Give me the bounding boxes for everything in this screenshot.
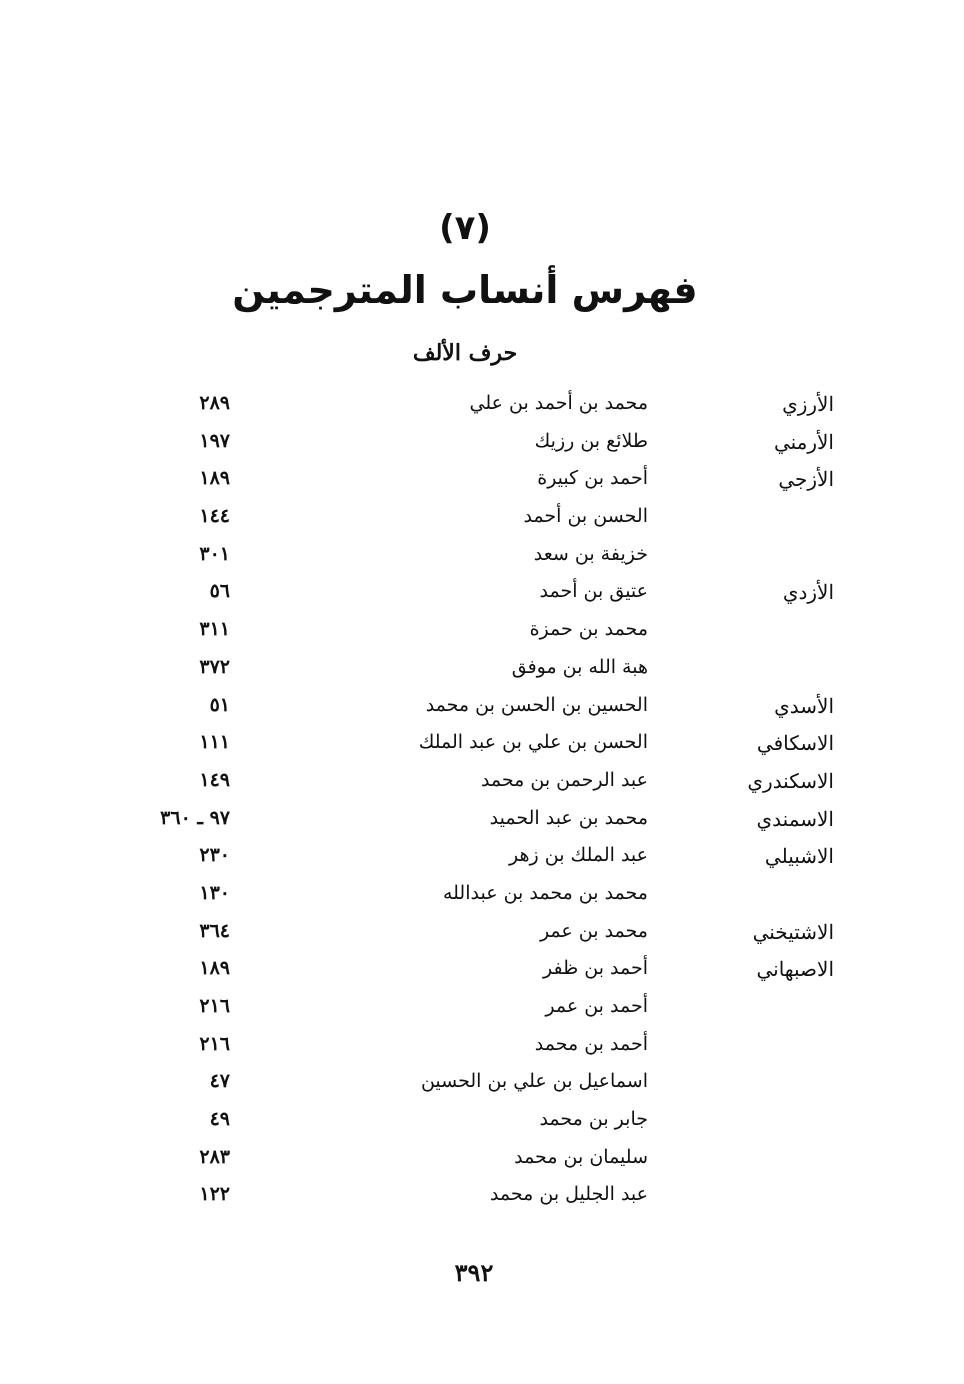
page-reference: ٥٦ bbox=[209, 580, 230, 603]
entries-list bbox=[0, 388, 964, 1217]
list-item bbox=[0, 426, 964, 464]
page-reference: ٣١١ bbox=[199, 618, 230, 641]
page-reference: ١١١ bbox=[199, 731, 230, 754]
nisba: الأزدي bbox=[782, 580, 834, 605]
list-item bbox=[0, 576, 964, 614]
person-name: هبة الله بن موفق bbox=[511, 655, 648, 678]
page-reference: ٢٨٣ bbox=[199, 1145, 230, 1168]
list-item bbox=[0, 1029, 964, 1067]
page-reference: ١٨٩ bbox=[199, 467, 230, 490]
page-reference: ١٩٧ bbox=[199, 429, 230, 452]
nisba: الأزجي bbox=[778, 467, 834, 492]
page-reference: ٢١٦ bbox=[199, 1032, 230, 1055]
person-name: عبد الملك بن زهر bbox=[509, 844, 648, 867]
person-name: محمد بن عبد الحميد bbox=[489, 806, 648, 829]
list-item bbox=[0, 727, 964, 765]
page-reference: ٩٧ ـ ٣٦٠ bbox=[160, 806, 230, 829]
person-name: محمد بن عمر bbox=[539, 919, 648, 942]
nisba: الاسمندي bbox=[756, 806, 834, 831]
page-number: ٣٩٢ bbox=[454, 1258, 494, 1287]
page-reference: ٤٩ bbox=[209, 1108, 230, 1131]
chapter-number: (٧) bbox=[439, 208, 491, 248]
page-reference: ٣٦٤ bbox=[199, 919, 230, 942]
person-name: أحمد بن عمر bbox=[545, 995, 648, 1017]
nisba: الاصبهاني bbox=[756, 957, 834, 982]
page-reference: ٢٣٠ bbox=[199, 844, 230, 867]
nisba: الاشتيخني bbox=[752, 919, 834, 944]
nisba: الأرمني bbox=[773, 429, 834, 454]
person-name: خزيفة بن سعد bbox=[533, 542, 648, 565]
page-reference: ٢٨٩ bbox=[199, 392, 230, 414]
page-reference: ٤٧ bbox=[209, 1070, 230, 1093]
page-reference: ١٢٢ bbox=[199, 1183, 230, 1206]
person-name: الحسن بن أحمد bbox=[523, 505, 648, 528]
list-item bbox=[0, 803, 964, 841]
person-name: محمد بن أحمد بن علي bbox=[469, 392, 648, 414]
list-item bbox=[0, 878, 964, 916]
page-reference: ١٤٤ bbox=[199, 505, 230, 528]
person-name: عبد الرحمن بن محمد bbox=[480, 768, 648, 791]
person-name: أحمد بن محمد bbox=[534, 1032, 648, 1055]
person-name: سليمان بن محمد bbox=[514, 1145, 648, 1168]
list-item bbox=[0, 1066, 964, 1104]
person-name: عبد الجليل بن محمد bbox=[489, 1183, 648, 1206]
list-item bbox=[0, 1179, 964, 1217]
nisba: الأسدي bbox=[774, 693, 834, 718]
nisba: الاسكافي bbox=[756, 731, 834, 756]
list-item bbox=[0, 652, 964, 690]
page-title: فهرس أنساب المترجمين bbox=[232, 268, 698, 312]
nisba: الأرزي bbox=[782, 392, 834, 416]
list-item bbox=[0, 1142, 964, 1180]
person-name: أحمد بن كبيرة bbox=[537, 467, 648, 490]
list-item bbox=[0, 1104, 964, 1142]
list-item bbox=[0, 501, 964, 539]
person-name: عتيق بن أحمد bbox=[539, 580, 648, 603]
list-item bbox=[0, 991, 964, 1029]
person-name: محمد بن محمد بن عبدالله bbox=[442, 881, 648, 904]
person-name: جابر بن محمد bbox=[539, 1108, 648, 1131]
page-reference: ١٨٩ bbox=[199, 957, 230, 980]
person-name: الحسين بن الحسن بن محمد bbox=[425, 693, 648, 716]
page-reference: ١٣٠ bbox=[199, 881, 230, 904]
list-item bbox=[0, 916, 964, 954]
nisba: الاسكندري bbox=[747, 768, 834, 793]
list-item bbox=[0, 388, 964, 426]
page-reference: ٣٠١ bbox=[199, 542, 230, 565]
list-item bbox=[0, 953, 964, 991]
list-item bbox=[0, 614, 964, 652]
list-item bbox=[0, 765, 964, 803]
person-name: طلائع بن رزيك bbox=[534, 429, 648, 452]
person-name: محمد بن حمزة bbox=[529, 618, 648, 641]
page-reference: ٣٧٢ bbox=[199, 655, 230, 678]
person-name: اسماعيل بن علي بن الحسين bbox=[420, 1070, 648, 1093]
list-item bbox=[0, 539, 964, 577]
page-reference: ٢١٦ bbox=[199, 995, 230, 1017]
list-item bbox=[0, 840, 964, 878]
section-heading: حرف الألف bbox=[412, 340, 518, 366]
person-name: الحسن بن علي بن عبد الملك bbox=[418, 731, 648, 754]
page-reference: ٥١ bbox=[209, 693, 230, 716]
page-reference: ١٤٩ bbox=[199, 768, 230, 791]
list-item bbox=[0, 690, 964, 728]
list-item bbox=[0, 463, 964, 501]
person-name: أحمد بن ظفر bbox=[542, 957, 648, 980]
nisba: الاشبيلي bbox=[764, 844, 834, 869]
